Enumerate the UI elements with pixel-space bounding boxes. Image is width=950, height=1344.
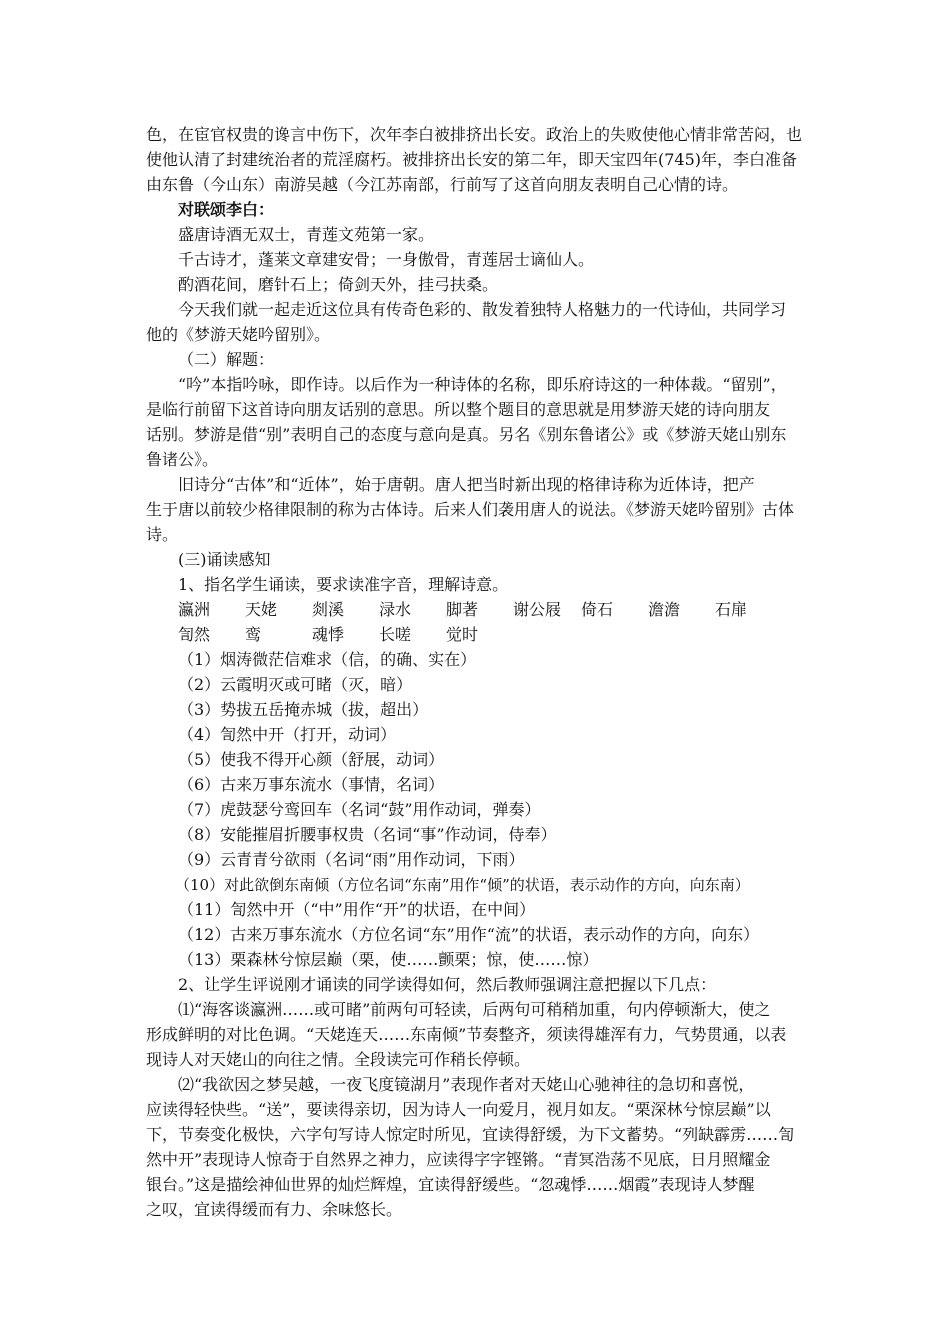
- list-item: （8）安能摧眉折腰事权贵（名词“事”作动词，侍奉）: [178, 825, 557, 844]
- list-item: （9）云青青兮欲雨（名词“雨”用作动词，下雨）: [178, 850, 525, 869]
- text-line: 他的《梦游天姥吟留别》。: [146, 325, 331, 344]
- vocab-word: 渌水: [379, 600, 412, 619]
- vocab-word: 剡溪: [312, 600, 345, 619]
- list-item: （13）栗森林兮惊层巅（栗，使……颤栗；惊，使……惊）: [178, 950, 599, 969]
- text-line: ⑴“海客谈瀛洲……或可睹”前两句可轻读，后两句可稍稍加重，句内停顿渐大，使之: [178, 1000, 771, 1019]
- text-line: 然中开”表现诗人惊奇于自然界之神力，应读得字字铿锵。“青冥浩荡不见底，日月照耀金: [146, 1150, 771, 1169]
- vocab-word: 魂悸: [312, 625, 345, 644]
- section-heading: 对联颂李白：: [178, 200, 275, 219]
- vocab-word: 倚石: [581, 600, 614, 619]
- vocab-word: 长嗟: [379, 625, 412, 644]
- text-line: 色，在宦官权贵的谗言中伤下，次年李白被排挤出长安。政治上的失败使他心情非常苦闷，也: [146, 125, 803, 144]
- vocab-word: 澹澹: [648, 600, 681, 619]
- text-line: 现诗人对天姥山的向往之情。全段读完可作稍长停顿。: [146, 1050, 531, 1069]
- vocab-word: 石扉: [715, 600, 748, 619]
- vocab-word: 谢公屐: [513, 600, 562, 619]
- list-item: （11）訇然中开（“中”用作“开”的状语，在中间）: [178, 900, 536, 919]
- text-line: 应读得轻快些。“送”，要读得亲切，因为诗人一向爱月，视月如友。“栗深林兮惊层巅”以: [146, 1100, 771, 1119]
- list-item: （2）云霞明灭或可睹（灭，暗）: [178, 675, 413, 694]
- vocab-word: 脚著: [446, 600, 479, 619]
- text-line: 形成鲜明的对比色调。“天姥连天……东南倾”节奏整齐，须读得雄浑有力，气势贯通，以表: [146, 1025, 787, 1044]
- section-heading: （二）解题：: [178, 350, 275, 369]
- text-line: 银台。”这是描绘神仙世界的灿烂辉煌，宜读得舒缓些。“忽魂悸……烟霞”表现诗人梦醒: [146, 1175, 755, 1194]
- section-heading: (三)诵读感知: [178, 550, 271, 569]
- text-line: 今天我们就一起走近这位具有传奇色彩的、散发着独特人格魅力的一代诗仙，共同学习: [178, 300, 787, 319]
- text-line: 由东鲁（今山东）南游吴越（今江苏南部，行前写了这首向朋友表明自己心情的诗。: [146, 175, 739, 194]
- vocab-word: 天姥: [245, 600, 278, 619]
- couplet-line: 酌酒花间，磨针石上；倚剑天外，挂弓扶桑。: [178, 275, 499, 294]
- text-line: 下，节奏变化极快，六字句写诗人惊定时所见，宜读得舒缓，为下文蓄势。“列缺霹雳……訇: [146, 1125, 795, 1144]
- text-line: ⑵“我欲因之梦吴越，一夜飞度镜湖月”表现作者对天姥山心驰神往的急切和喜悦，: [178, 1075, 755, 1094]
- text-line: 2、让学生评说刚才诵读的同学读得如何，然后教师强调注意把握以下几点：: [178, 975, 717, 994]
- list-item: （1）烟涛微茫信难求（信，的确、实在）: [178, 650, 477, 669]
- text-line: 是临行前留下这首诗向朋友话别的意思。所以整个题目的意思就是用梦游天姥的诗向朋友: [146, 400, 771, 419]
- text-line: 之叹，宜读得缓而有力、余味悠长。: [146, 1200, 403, 1219]
- vocab-word: 訇然: [178, 625, 211, 644]
- vocab-word: 瀛洲: [178, 600, 211, 619]
- list-item: （7）虎鼓瑟兮鸾回车（名词“鼓”用作动词，弹奏）: [178, 800, 541, 819]
- list-item: （12）古来万事东流水（方位名词“东”用作“流”的状语，表示动作的方向，向东）: [178, 925, 760, 944]
- text-line: 诗。: [146, 525, 179, 544]
- text-line: 1、指名学生诵读，要求读准字音，理解诗意。: [178, 575, 509, 594]
- couplet-line: 盛唐诗酒无双士，青莲文苑第一家。: [178, 225, 435, 244]
- text-line: 使他认清了封建统治者的荒淫腐朽。被排挤出长安的第二年，即天宝四年(745)年，李白准备: [146, 150, 798, 169]
- list-item: （4）訇然中开（打开，动词）: [178, 725, 397, 744]
- text-line: “吟”本指吟咏，即作诗。以后作为一种诗体的名称，即乐府诗这的一种体裁。“留别”，: [178, 375, 787, 394]
- text-line: 生于唐以前较少格律限制的称为古体诗。后来人们袭用唐人的说法。《梦游天姥吟留别》古体: [146, 500, 795, 519]
- text-line: 话别。梦游是借“别”表明自己的态度与意向是真。另名《别东鲁诸公》或《梦游天姥山别东: [146, 425, 787, 444]
- text-line: 鲁诸公》。: [146, 450, 219, 469]
- text-line: 旧诗分“古体”和“近体”，始于唐朝。唐人把当时新出现的格律诗称为近体诗，把产: [178, 475, 755, 494]
- list-item: （3）势拔五岳掩赤城（拔，超出）: [178, 700, 429, 719]
- vocab-word: 鸾: [245, 625, 262, 644]
- list-item: （10）对此欲倒东南倾（方位名词“东南”用作“倾”的状语，表示动作的方向，向东南）: [175, 876, 750, 894]
- list-item: （6）古来万事东流水（事情，名词）: [178, 775, 445, 794]
- list-item: （5）使我不得开心颜（舒展，动词）: [178, 750, 445, 769]
- couplet-line: 千古诗才，蓬莱文章建安骨；一身傲骨，青莲居士谪仙人。: [178, 250, 595, 269]
- vocab-word: 觉时: [446, 625, 479, 644]
